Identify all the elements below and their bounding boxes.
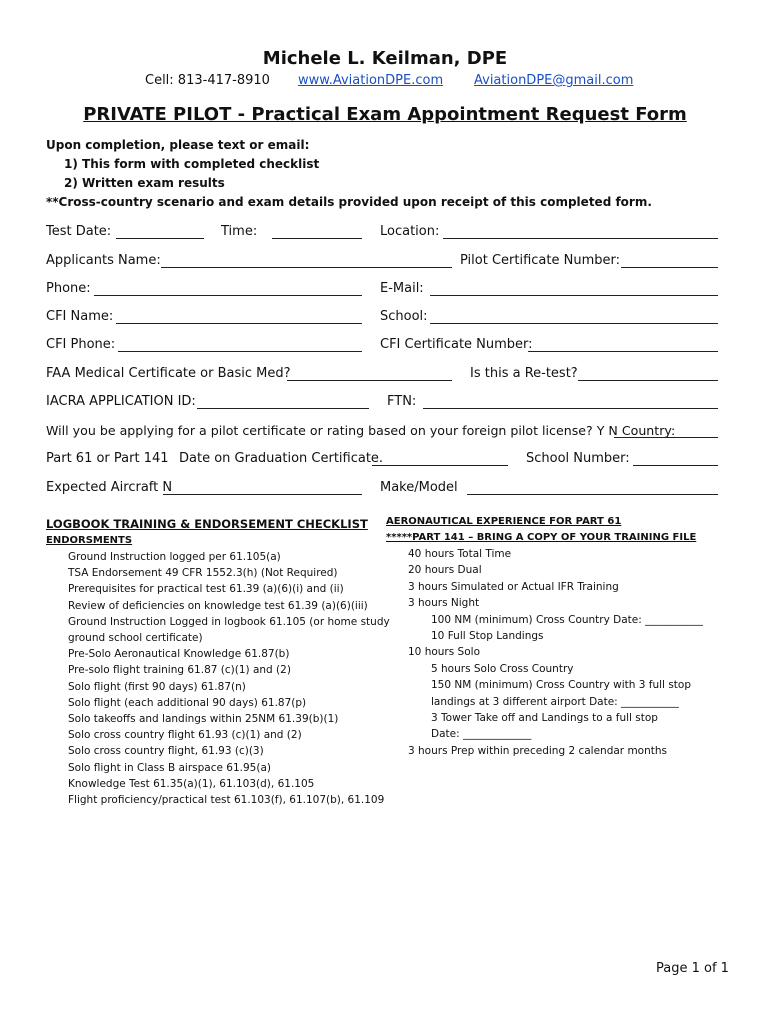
retest-field[interactable] xyxy=(578,380,718,381)
aero-item: 3 hours Simulated or Actual IFR Training xyxy=(408,580,619,593)
graduation-date-field[interactable] xyxy=(372,465,508,466)
applicant-name-field[interactable] xyxy=(161,267,452,268)
endorsements-subheading: ENDORSMENTS xyxy=(46,535,133,546)
instructions-intro: Upon completion, please text or email: xyxy=(46,138,310,152)
retest-label: Is this a Re-test? xyxy=(470,366,578,381)
school-label: School: xyxy=(380,309,428,324)
expected-aircraft-label: Expected Aircraft N xyxy=(46,480,173,495)
aero-item: 3 hours Prep within preceding 2 calendar months xyxy=(408,744,668,757)
instructions-note: **Cross-country scenario and exam details provided upon receipt of this completed form. xyxy=(46,195,652,209)
aero-item: 5 hours Solo Cross Country xyxy=(431,662,574,675)
aero-item: 100 NM (minimum) Cross Country Date: ___________ xyxy=(431,613,703,626)
cfi-cert-number-label: CFI Certificate Number: xyxy=(380,337,533,352)
aero-item: 3 hours Night xyxy=(408,597,480,610)
email-link[interactable]: AviationDPE@gmail.com xyxy=(474,73,634,88)
instructions-item-2: 2) Written exam results xyxy=(64,176,225,190)
foreign-license-label: Will you be applying for a pilot certificate or rating based on your foreign pilot license? Y N Country: xyxy=(46,423,676,438)
time-label: Time: xyxy=(221,224,258,239)
medical-field[interactable] xyxy=(287,380,452,381)
applicant-name-label: Applicants Name: xyxy=(46,253,161,268)
cell-number: Cell: 813-417-8910 xyxy=(145,73,270,88)
logbook-item: Solo takeoffs and landings within 25NM 61.39(b)(1) xyxy=(68,713,339,725)
aero-item: 3 Tower Take off and Landings to a full stop xyxy=(431,712,658,724)
cfi-name-field[interactable] xyxy=(116,323,362,324)
school-field[interactable] xyxy=(430,323,718,324)
aero-item: 10 hours Solo xyxy=(408,646,480,659)
logbook-item: Solo flight (each additional 90 days) 61.87(p) xyxy=(68,696,307,709)
iacra-field[interactable] xyxy=(197,408,369,409)
logbook-item: Pre-Solo Aeronautical Knowledge 61.87(b) xyxy=(68,648,290,661)
aero-item: 20 hours Dual xyxy=(408,564,482,577)
school-number-field[interactable] xyxy=(633,465,718,466)
logbook-item: Ground Instruction logged per 61.105(a) xyxy=(68,551,281,563)
aero-item: 10 Full Stop Landings xyxy=(431,630,544,642)
email-label: E-Mail: xyxy=(380,281,424,296)
test-date-label: Test Date: xyxy=(46,224,112,239)
logbook-item: Flight proficiency/practical test 61.103(f), 61.107(b), 61.109 xyxy=(68,794,385,806)
logbook-heading: LOGBOOK TRAINING & ENDORSEMENT CHECKLIST xyxy=(46,517,368,531)
cfi-phone-label: CFI Phone: xyxy=(46,337,116,352)
part-choice-label: Part 61 or Part 141 xyxy=(46,451,169,466)
logbook-item: Solo flight (first 90 days) 61.87(n) xyxy=(68,680,246,693)
logbook-item: Solo flight in Class B airspace 61.95(a) xyxy=(68,761,271,774)
cfi-name-label: CFI Name: xyxy=(46,309,114,324)
cfi-phone-field[interactable] xyxy=(118,351,362,352)
country-field[interactable] xyxy=(614,437,718,438)
phone-field[interactable] xyxy=(94,295,362,296)
instructions-item-1: 1) This form with completed checklist xyxy=(64,157,320,171)
logbook-item: TSA Endorsement 49 CFR 1552.3(h) (Not Required) xyxy=(68,567,338,580)
make-model-label: Make/Model xyxy=(380,480,458,495)
phone-label: Phone: xyxy=(46,281,91,296)
logbook-item: Solo cross country flight 61.93 (c)(1) and (2) xyxy=(68,729,302,742)
iacra-label: IACRA APPLICATION ID: xyxy=(46,394,196,409)
make-model-field[interactable] xyxy=(467,494,718,495)
graduation-date-label: Date on Graduation Certificate. xyxy=(179,451,384,466)
time-field[interactable] xyxy=(272,238,362,239)
logbook-item: Prerequisites for practical test 61.39 (a)(6)(i) and (ii) xyxy=(68,583,344,596)
location-label: Location: xyxy=(380,224,440,239)
pilot-cert-number-label: Pilot Certificate Number: xyxy=(460,253,620,268)
examiner-name: Michele L. Keilman, DPE xyxy=(262,48,508,69)
medical-label: FAA Medical Certificate or Basic Med? xyxy=(46,366,291,381)
aero-item: 40 hours Total Time xyxy=(408,548,512,560)
website-link[interactable]: www.AviationDPE.com xyxy=(298,73,444,88)
aero-heading: AERONAUTICAL EXPERIENCE FOR PART 61 xyxy=(386,516,622,527)
email-field[interactable] xyxy=(430,295,718,296)
logbook-item: Pre-solo flight training 61.87 (c)(1) and (2) xyxy=(68,664,291,677)
logbook-item: Review of deficiencies on knowledge test 61.39 (a)(6)(iii) xyxy=(68,599,368,612)
aero-subheading: *****PART 141 – BRING A COPY OF YOUR TRAINING FILE xyxy=(386,532,697,543)
aero-item: 150 NM (minimum) Cross Country with 3 full stop xyxy=(431,679,691,692)
form-title: PRIVATE PILOT - Practical Exam Appointment Request Form xyxy=(83,104,687,125)
logbook-item: Solo cross country flight, 61.93 (c)(3) xyxy=(68,745,264,758)
cfi-cert-number-field[interactable] xyxy=(528,351,718,352)
logbook-item: Knowledge Test 61.35(a)(1), 61.103(d), 61.105 xyxy=(68,777,315,790)
logbook-item: ground school certificate) xyxy=(68,632,203,644)
ftn-label: FTN: xyxy=(387,394,417,409)
pilot-cert-number-field[interactable] xyxy=(621,267,718,268)
school-number-label: School Number: xyxy=(526,451,630,466)
location-field[interactable] xyxy=(443,238,718,239)
ftn-field[interactable] xyxy=(423,408,718,409)
aero-item: landings at 3 different airport Date: ___________ xyxy=(431,695,679,708)
aero-item: Date: _____________ xyxy=(431,728,532,741)
test-date-field[interactable] xyxy=(116,238,204,239)
logbook-item: Ground Instruction Logged in logbook 61.105 (or home study xyxy=(68,615,390,628)
page-number: Page 1 of 1 xyxy=(656,961,729,976)
expected-aircraft-field[interactable] xyxy=(163,494,362,495)
